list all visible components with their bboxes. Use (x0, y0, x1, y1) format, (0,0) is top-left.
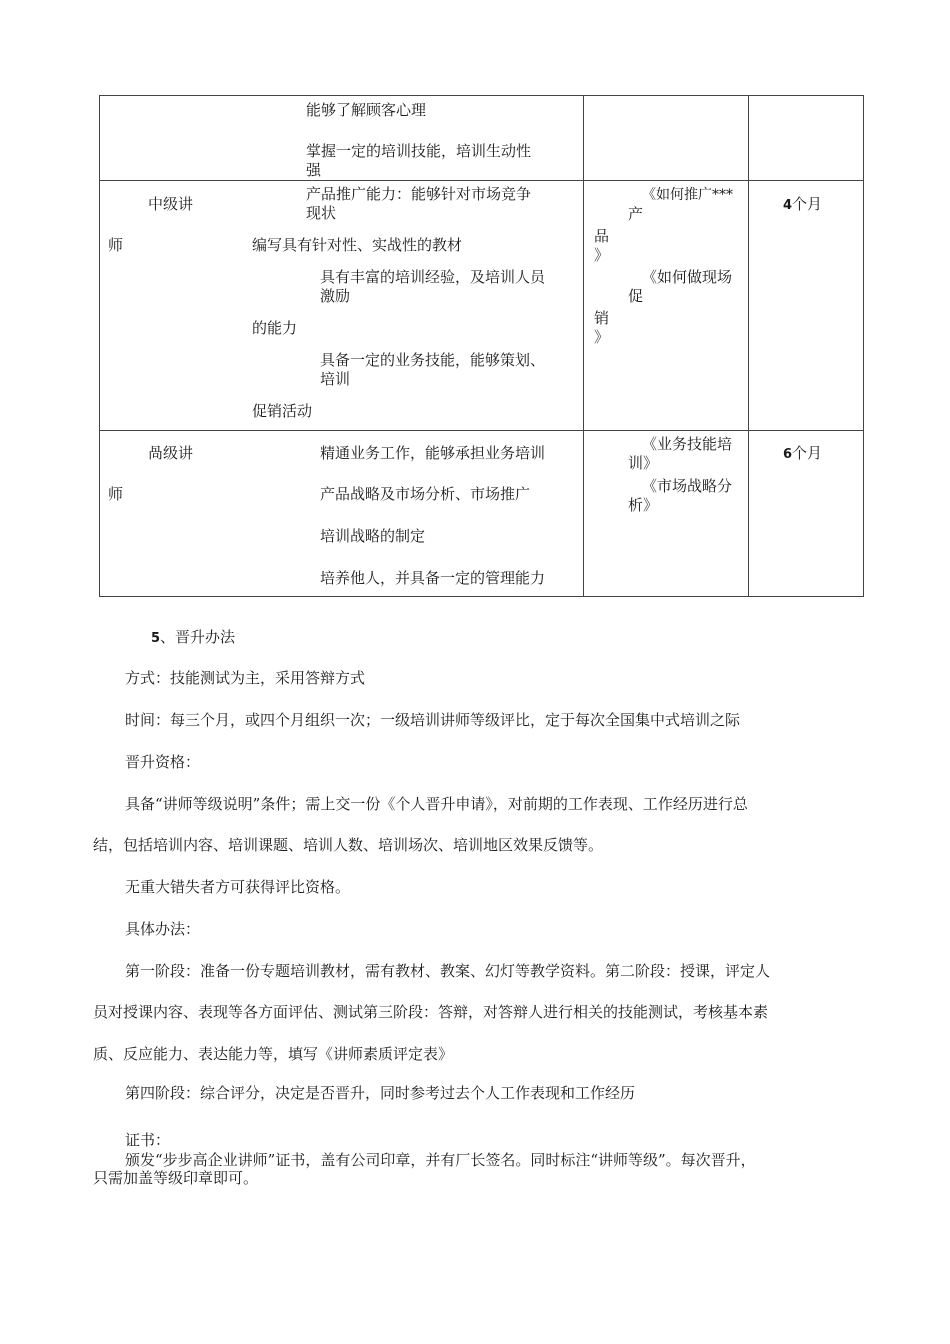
table-border-left (99, 95, 100, 597)
requirement-text: 培训战略的制定 (320, 527, 426, 545)
level-label: 咼级讲 (148, 444, 194, 462)
table-border-bottom (99, 596, 864, 597)
steps-heading: 具体办法： (125, 920, 201, 938)
requirement-text: 能够了解顾客心理 (306, 101, 427, 119)
requirement-text: 培养他人，并具备一定的管理能力 (320, 569, 546, 587)
requirement-text: 掌握一定的培训技能，培训生动性 (306, 142, 532, 160)
course-text: 产 (628, 205, 644, 223)
qualification-text: 结，包括培训内容、培训课题、培训人数、培训场次、培训地区效果反馈等。 (93, 836, 604, 854)
course-text: 促 (628, 287, 644, 305)
requirement-text: 编写具有针对性、实战性的教材 (252, 236, 463, 254)
column-divider (748, 95, 749, 597)
requirement-text: 产品推广能力：能够针对市场竞争 (306, 185, 532, 203)
section-heading (151, 627, 235, 649)
course-text: 品 (594, 227, 610, 245)
requirement-text: 现状 (306, 204, 337, 222)
period-number: 4 (783, 198, 793, 213)
table-border-top (99, 95, 864, 96)
qualification-heading: 晋升资格： (125, 753, 201, 771)
requirement-text: 的能力 (252, 319, 298, 337)
level-label: 中级讲 (148, 195, 194, 213)
steps-text: 第一阶段：准备一份专题培训教材，需有教材、教案、幻灯等教学资料。第二阶段：授课，评定人 (125, 962, 771, 980)
time-text: 时间：每三个月，或四个月组织一次；一级培训讲师等级评比，定于每次全国集中式培训之际 (125, 711, 741, 729)
row-divider (99, 430, 864, 431)
course-text: 析》 (628, 496, 659, 514)
period-cell (783, 444, 822, 464)
steps-text: 第四阶段：综合评分，决定是否晋升，同时参考过去个人工作表现和工作经历 (125, 1084, 636, 1102)
certificate-text: 只需加盖等级印章即可。 (93, 1169, 259, 1187)
course-text: 》 (594, 328, 610, 346)
period-unit: 个月 (792, 444, 823, 462)
column-divider (583, 95, 584, 597)
requirement-text: 激励 (320, 287, 351, 305)
requirement-text: 培训 (320, 370, 351, 388)
requirement-text: 产品战略及市场分析、市场推广 (320, 485, 531, 503)
steps-text: 质、反应能力、表达能力等，填写《讲师素质评定表》 (93, 1045, 454, 1063)
course-text: 《如何推广*** (642, 187, 733, 203)
course-text: 销 (594, 309, 610, 327)
course-text: 》 (594, 246, 610, 264)
row-divider (99, 180, 864, 181)
method-text: 方式：技能测试为主，采用答辩方式 (125, 669, 366, 687)
certificate-heading: 证书： (125, 1131, 171, 1149)
course-text: 《市场战略分 (642, 477, 733, 495)
requirement-text: 促销活动 (252, 402, 313, 420)
qualification-text: 无重大错失者方可获得评比资格。 (125, 878, 351, 896)
requirement-text: 精通业务工作，能够承担业务培训 (320, 444, 546, 462)
certificate-text: 颁发“步步高企业讲师”证书，盖有公司印章，并有厂长签名。同时标注“讲师等级”。每次晋升， (125, 1151, 756, 1169)
course-text: 《如何做现场 (642, 268, 733, 286)
level-label: 师 (108, 236, 124, 254)
qualification-text: 具备“讲师等级说明”条件；需上交一份《个人晋升申请》，对前期的工作表现、工作经历进行总 (125, 795, 748, 813)
period-number: 6 (783, 447, 793, 462)
section-title: 、晋升办法 (160, 628, 236, 646)
requirement-text: 强 (306, 161, 322, 179)
course-text: 训》 (628, 454, 659, 472)
section-number: 5 (151, 631, 161, 646)
level-label: 师 (108, 485, 124, 503)
table-border-right (863, 95, 864, 597)
period-cell (783, 195, 822, 215)
course-text: 《业务技能培 (642, 435, 733, 453)
requirement-text: 具备一定的业务技能，能够策划、 (320, 351, 546, 369)
requirement-text: 具有丰富的培训经验，及培训人员 (320, 268, 546, 286)
period-unit: 个月 (792, 195, 823, 213)
steps-text: 员对授课内容、表现等各方面评估、测试第三阶段：答辩，对答辩人进行相关的技能测试，考核基本素 (93, 1003, 769, 1021)
